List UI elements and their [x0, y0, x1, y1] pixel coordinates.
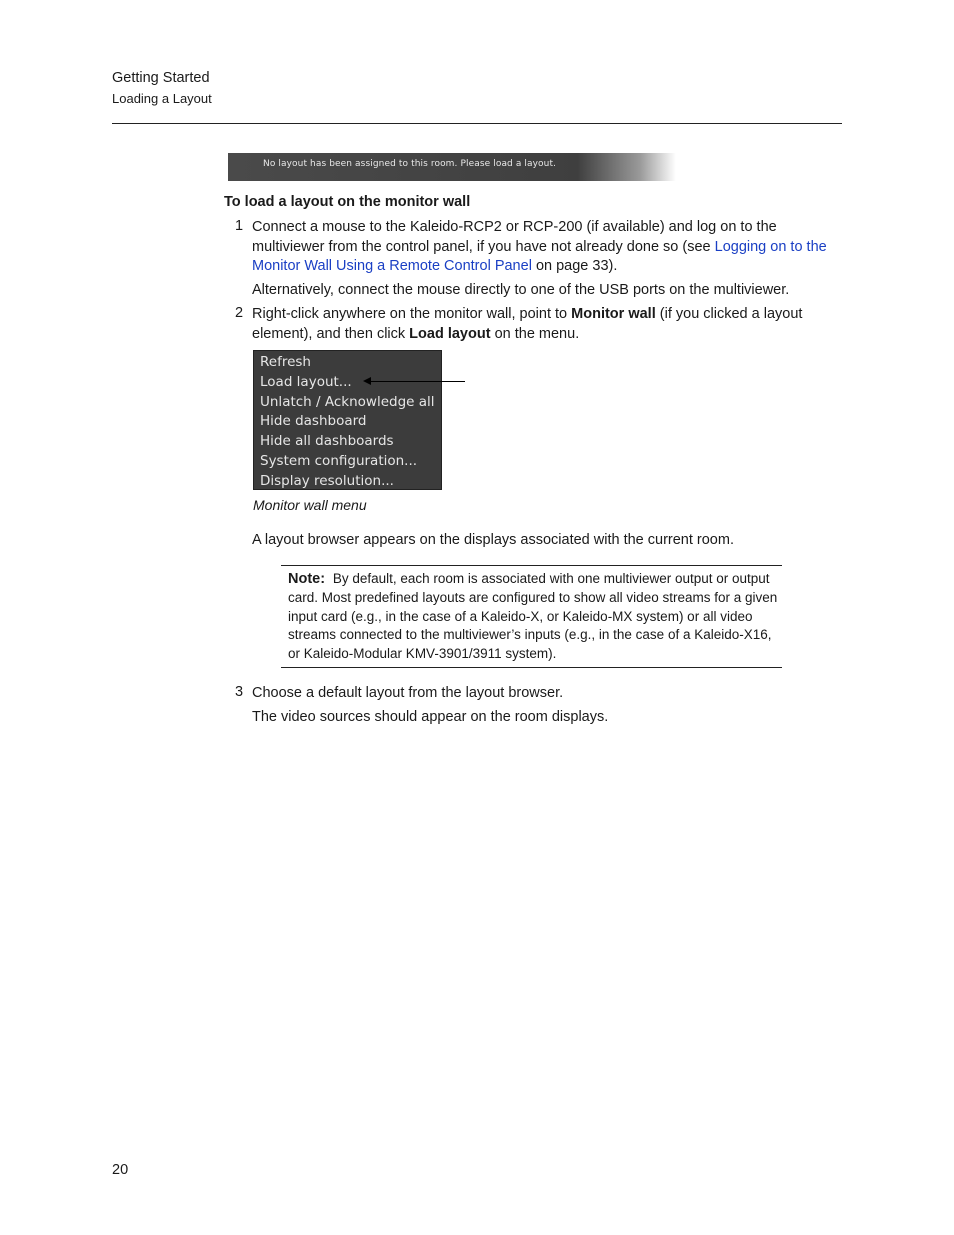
menu-item-load-layout[interactable]: Load layout...	[260, 373, 352, 390]
logging-on-link[interactable]: Logging on to the Monitor Wall Using a Remote Control Panel	[252, 238, 827, 274]
step-2-text-c: on the menu.	[490, 325, 580, 342]
banner-text: No layout has been assigned to this room. Please load a layout.	[263, 159, 557, 169]
load-layout-term: Load layout	[409, 325, 491, 342]
step-1-text-before: Connect a mouse to the Kaleido-RCP2 or RCP-200 (if available) and log on to the multiviewer from the control panel, if you have not already done so (see	[252, 219, 777, 255]
procedure-title: To load a layout on the monitor wall	[224, 194, 471, 210]
menu-item-hide-all-dashboards[interactable]: Hide all dashboards	[260, 433, 394, 450]
callout-arrow-icon	[363, 377, 371, 385]
step-2-text-b: (if you clicked a layout element), and then click	[252, 306, 803, 342]
menu-item-system-configuration[interactable]: System configuration...	[260, 452, 418, 469]
note-label: Note:	[288, 571, 326, 587]
page-number: 20	[112, 1162, 129, 1178]
no-layout-banner	[228, 153, 676, 181]
section-title: Loading a Layout	[112, 91, 212, 106]
menu-item-display-resolution[interactable]: Display resolution...	[260, 472, 394, 489]
note-text: By default, each room is associated with one multiviewer output or output card. Most predefined layouts are configured to show all video streams for a given input card (e.g., in the case of a Kaleido-X, or Kaleido-MX system) or all video streams connected to the multiviewer’s inputs (e.g., in the case of a Kaleido-X16, or Kaleido-Modular KMV-3901/3911 system).	[288, 571, 778, 662]
header-divider	[112, 123, 842, 124]
step-2-number: 2	[235, 305, 244, 321]
figure-caption: Monitor wall menu	[253, 497, 367, 513]
menu-item-unlatch-acknowledge[interactable]: Unlatch / Acknowledge all	[260, 393, 435, 410]
monitor-wall-menu	[253, 350, 442, 490]
note-box	[281, 565, 782, 668]
note-content	[288, 570, 778, 664]
step-3-result: The video sources should appear on the room displays.	[252, 709, 609, 725]
step-1-number: 1	[235, 218, 244, 234]
step-1-text-after: on page 33).	[531, 258, 618, 274]
step-3-text: Choose a default layout from the layout browser.	[252, 685, 564, 701]
monitor-wall-term: Monitor wall	[571, 306, 656, 322]
step-2-text	[252, 305, 844, 344]
chapter-title: Getting Started	[112, 70, 210, 86]
step-2-text-a: Right-click anywhere on the monitor wall, point to	[252, 306, 572, 322]
step-2-result: A layout browser appears on the displays associated with the current room.	[252, 532, 734, 548]
menu-item-hide-dashboard[interactable]: Hide dashboard	[260, 413, 367, 430]
callout-line	[370, 381, 465, 382]
step-1-text	[252, 218, 844, 277]
step-1-alternative: Alternatively, connect the mouse directly to one of the USB ports on the multiviewer.	[252, 282, 790, 298]
step-3-number: 3	[235, 684, 244, 700]
menu-item-refresh[interactable]: Refresh	[260, 354, 311, 370]
